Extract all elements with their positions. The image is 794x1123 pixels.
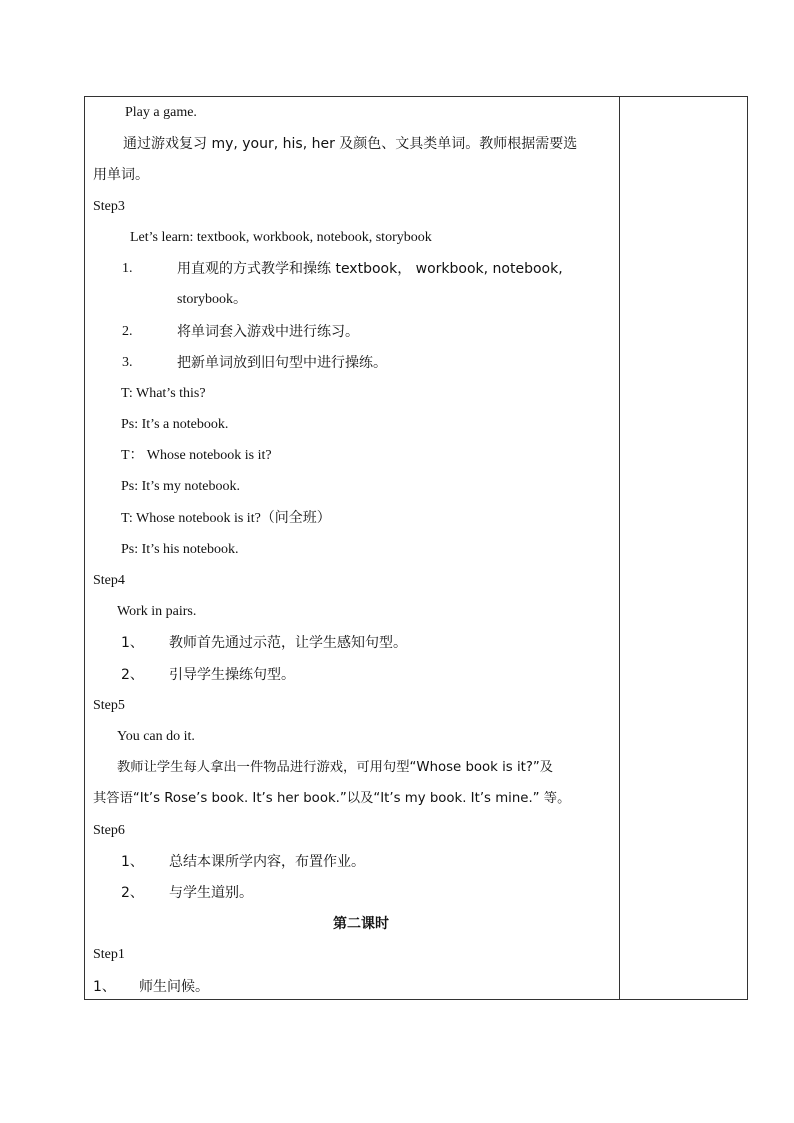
step-heading: Step3 bbox=[93, 199, 125, 214]
text-line: 用单词。 bbox=[93, 167, 149, 183]
text-line: 师生问候。 bbox=[139, 979, 209, 995]
text-line: Ps: It’s his notebook. bbox=[121, 542, 239, 557]
text-line: storybook。 bbox=[177, 292, 247, 307]
text-line: 与学生道别。 bbox=[169, 885, 253, 901]
list-number: 3. bbox=[122, 355, 133, 370]
text-line: T: What’s this? bbox=[121, 386, 206, 401]
list-number: 1、 bbox=[93, 979, 116, 995]
text-line: 用直观的方式教学和操练 textbook， workbook, notebook, bbox=[177, 261, 563, 277]
step-heading: Step1 bbox=[93, 947, 125, 962]
text-line: 其答语“It’s Rose’s book. It’s her book.”以及“It’s my book. It’s mine.” 等。 bbox=[93, 791, 571, 806]
text-line: T: Whose notebook is it?（问全班） bbox=[121, 511, 331, 526]
text-line: 引导学生操练句型。 bbox=[169, 667, 295, 683]
text-line: You can do it. bbox=[117, 729, 195, 744]
text-line: 把新单词放到旧句型中进行操练。 bbox=[177, 355, 387, 371]
list-number: 2、 bbox=[121, 885, 144, 901]
list-number: 2、 bbox=[121, 667, 144, 683]
text-line: 教师首先通过示范，让学生感知句型。 bbox=[169, 635, 407, 651]
text-line: 通过游戏复习 my, your, his, her 及颜色、文具类单词。教师根据需要选 bbox=[123, 136, 578, 152]
notes-cell bbox=[620, 97, 747, 999]
section-title: 第二课时 bbox=[333, 916, 389, 932]
text-line: T： Whose notebook is it? bbox=[121, 448, 272, 463]
text-line: Let’s learn: textbook, workbook, notebook, storybook bbox=[130, 230, 432, 245]
list-number: 1. bbox=[122, 261, 133, 276]
text-line: 教师让学生每人拿出一件物品进行游戏，可用句型“Whose book is it?”及 bbox=[117, 760, 554, 775]
step-heading: Step5 bbox=[93, 698, 125, 713]
text-line: Ps: It’s my notebook. bbox=[121, 479, 241, 494]
list-number: 1、 bbox=[121, 854, 144, 870]
lesson-plan-table bbox=[84, 96, 748, 1000]
text-line: 将单词套入游戏中进行练习。 bbox=[177, 324, 359, 340]
list-number: 2. bbox=[122, 324, 133, 339]
text-line: Play a game. bbox=[125, 105, 197, 120]
list-number: 1、 bbox=[121, 635, 144, 651]
text-line: Ps: It’s a notebook. bbox=[121, 417, 229, 432]
step-heading: Step6 bbox=[93, 823, 125, 838]
text-line: 总结本课所学内容，布置作业。 bbox=[169, 854, 365, 870]
step-heading: Step4 bbox=[93, 573, 125, 588]
text-line: Work in pairs. bbox=[117, 604, 197, 619]
